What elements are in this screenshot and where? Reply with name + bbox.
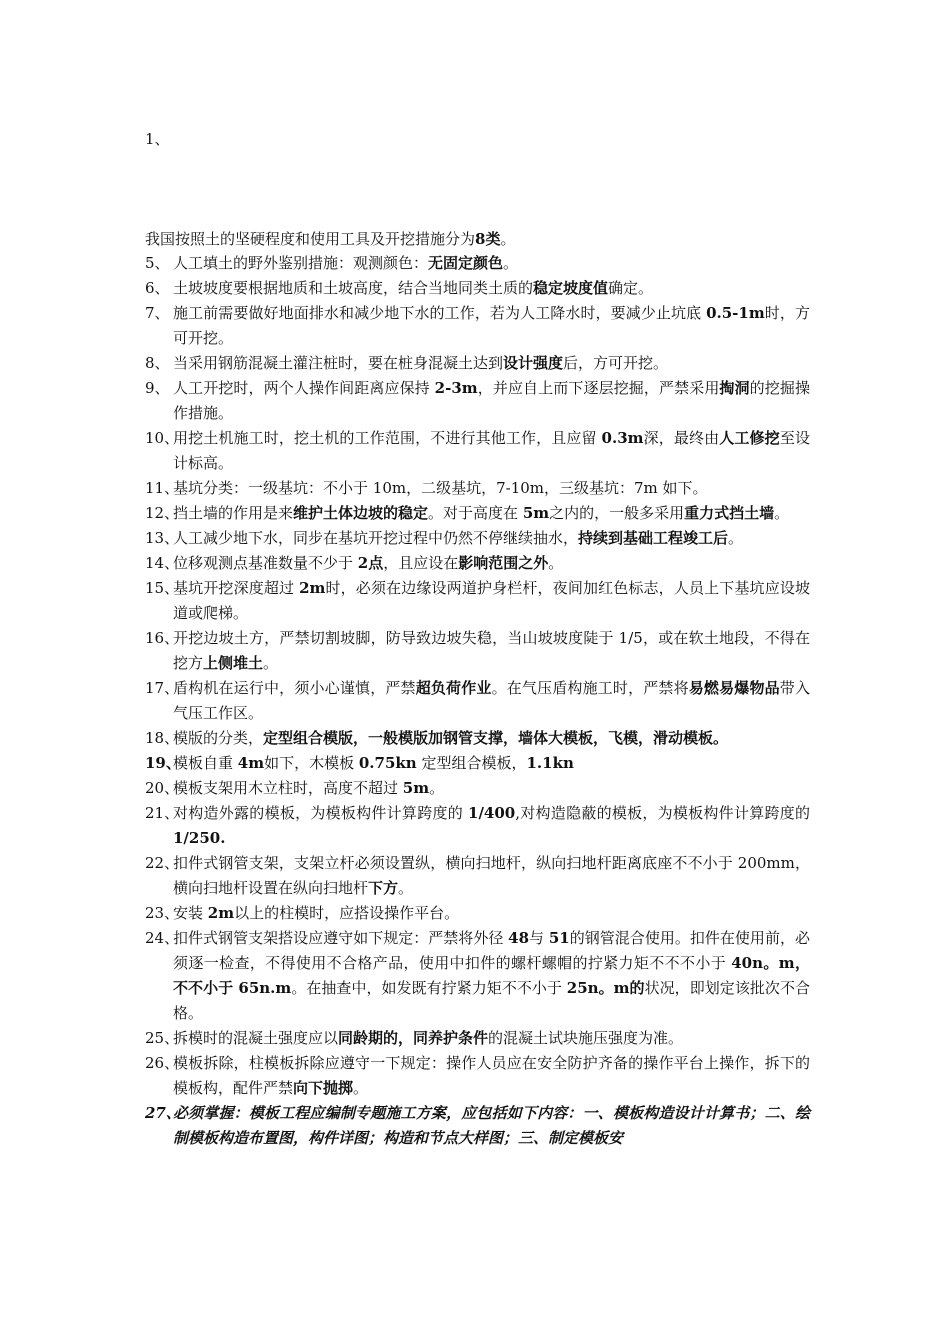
bold-text: 易燃易爆物品 [688,679,780,697]
bold-text: 持续到基础工程竣工后 [578,529,729,547]
bold-text: 上侧堆土 [203,654,264,672]
text-run: 状况，即划定该批次不合格。 [173,979,810,1022]
text-run: ，并应自上而下逐层挖掘，严禁采用 [477,379,720,397]
list-item-number: 6、 [145,279,170,297]
bold-text: 25n。m的 [566,979,645,997]
list-item [145,901,810,926]
list-item-number: 23、 [145,904,180,922]
text-run: 。 [548,554,564,572]
list-item [145,526,810,551]
text-run: 的挖掘操作措施。 [173,379,810,422]
text-run: 人工开挖时，两个人操作间距离应保持 [173,379,435,397]
bold-text: 影响范围之外 [458,554,549,572]
list-item-number: 13、 [145,529,180,547]
text-run: 深，最终由 [643,429,720,447]
bold-text: 稳定坡度值 [533,279,609,297]
bold-text: 2点 [357,554,384,572]
text-run: 与 [529,929,549,947]
text-run: 基坑开挖深度超过 [173,579,300,597]
text-run: 的混凝土试块施压强度为准。 [488,1029,684,1047]
list-item [145,476,810,501]
text-run: 。 [398,879,414,897]
text-run: 必须掌握：模板工程应编制专题施工方案，应包括如下内容：一、模板构造设计计算书；二、绘制模板构造布置图，构件详图；构造和节点大样图；三、制定模板安 [173,1104,810,1147]
text-run: 之内的，一般多采用 [549,504,685,522]
bold-text: 1/250. [173,829,226,847]
list-item [145,726,810,751]
bold-text: 设计强度 [503,354,564,372]
text-run: 确定。 [608,279,654,297]
list-item [145,376,810,426]
list-item-number: 19、 [145,754,181,772]
text-run: ，且应设在 [383,554,459,572]
text-run: 。 [353,1079,369,1097]
list-item-number: 14、 [145,554,180,572]
list-item [145,501,810,526]
text-run: 。 [263,654,279,672]
text-run: 如下，木模板 [264,754,359,772]
list-item [145,551,810,576]
list-item [145,301,810,351]
text-run: 人工填土的野外鉴别措施：观测颜色： [173,254,429,272]
text-run: 时，必须在边缘设两道护身栏杆，夜间加红色标志，人员上下基坑应设坡道或爬梯。 [173,579,810,622]
text-run: 时，方可开挖。 [173,304,810,347]
list-item-number: 20、 [145,779,180,797]
text-run: 。 [774,504,790,522]
text-run: 土坡坡度要根据地质和土坡高度，结合当地同类土质的 [173,279,534,297]
bold-text: 向下抛掷 [293,1079,354,1097]
list-item-number: 10、 [145,429,180,447]
list-item-number: 27、 [145,1104,181,1122]
list-item-number: 5、 [145,254,170,272]
bold-text: 48 [508,929,530,947]
list-item-number: 24、 [145,929,180,947]
list-item [145,1026,810,1051]
text-run: 位移观测点基准数量不少于 [173,554,358,572]
bold-text: 定型组合模版，一般模版加钢管支撑，墙体大模板，飞模，滑动模板。 [263,729,729,747]
first-list-number: 1、 [145,130,170,148]
list-item-number: 7、 [145,304,170,322]
list-item [145,426,810,476]
bold-text: 1/400 [468,804,516,822]
list-item-number: 21、 [145,804,180,822]
text-run: 拆模时的混凝土强度应以 [173,1029,339,1047]
text-run: 模板拆除，柱模板拆除应遵守一下规定：操作人员应在安全防护齐备的操作平台上操作，拆下的模板构，配件严禁 [173,1054,810,1097]
bold-text: 同龄期的，同养护条件 [338,1029,489,1047]
text-run: 的钢管混合使用。扣件在使用前，必须逐一检查，不得使用不合格产品，使用中扣件的螺杆螺帽的拧紧力矩不不不小于 [173,929,810,972]
list-item-number: 26、 [145,1054,180,1072]
list-item [145,626,810,676]
text-run: 安装 [173,904,208,922]
text-run: 。 [429,779,445,797]
text-run: 我国按照土的坚硬程度和使用工具及开挖措施分为 [145,230,476,248]
list-item-number: 11、 [145,479,180,497]
bold-text: 下方 [368,879,399,897]
bold-text: 5m [522,504,550,522]
text-run: 用挖土机施工时，挖土机的工作范围，不进行其他工作，且应留 [173,429,602,447]
bold-text: 40n。m，不不小于 65n.m [173,954,810,997]
bold-text: 51 [548,929,570,947]
text-run: 。对于高度在 [428,504,523,522]
list-item [145,801,810,851]
text-run: 。 [728,529,744,547]
text-run: 。在气压盾构施工时，严禁将 [491,679,689,697]
list-item [145,926,810,1026]
text-run: 以上的柱模时，应搭设操作平台。 [234,904,460,922]
text-run: 。 [500,230,516,248]
bold-text: 0.3m [601,429,644,447]
text-run: 对构造外露的模板，为模板构件计算跨度的 [173,804,469,822]
text-run: 模板支架用木立柱时，高度不超过 [173,779,403,797]
text-run: 挡土墙的作用是来 [173,504,294,522]
list-item [145,851,810,901]
bold-text: 超负荷作业 [415,679,492,697]
bold-text: 2m [299,579,326,597]
list-item-number: 16、 [145,629,180,647]
bold-text: 维护土体边坡的稳定 [293,504,429,522]
bold-text: 无固定颜色 [428,254,504,272]
text-run: 后，方可开挖。 [563,354,669,372]
list-item [145,576,810,626]
bold-text: 1.1kn [526,754,574,772]
list-item-number: 17、 [145,679,180,697]
list-item-number: 12、 [145,504,180,522]
numbered-list [145,251,810,1151]
text-run: 。在抽查中，如发既有拧紧力矩不不小于 [291,979,567,997]
list-item [145,276,810,301]
text-run: 施工前需要做好地面排水和减少地下水的工作，若为人工降水时，要减少止坑底 [173,304,707,322]
text-run: 定型组合模板， [416,754,527,772]
list-item [145,776,810,801]
text-run: 。 [503,254,519,272]
text-run: 带入气压工作区。 [173,679,810,722]
list-item-number: 25、 [145,1029,180,1047]
list-item [145,251,810,276]
list-item [145,1101,810,1151]
bold-text: 8类 [475,230,501,248]
text-run: 至设计标高。 [173,429,810,472]
bold-text: 0.75kn [358,754,417,772]
bold-text: 人工修挖 [719,429,780,447]
text-run: 人工减少地下水，同步在基坑开挖过程中仍然不停继续抽水， [173,529,579,547]
text-run: 扣件式钢管支架，支架立杆必须设置纵，横向扫地杆，纵向扫地杆距离底座不不小于 200mm，横向扫地杆设置在纵向扫地杆 [173,854,810,897]
list-item-number: 9、 [145,379,170,397]
list-item-number: 18、 [145,729,180,747]
bold-text: 2-3m [434,379,478,397]
bold-text: 掏洞 [719,379,750,397]
list-item-number: 22、 [145,854,180,872]
list-item [145,676,810,726]
text-run: 开挖边坡土方，严禁切割坡脚，防导致边坡失稳，当山坡坡度陡于 1/5，或在软土地段，不得在挖方 [173,629,810,672]
bold-text: 4m [237,754,265,772]
text-run: 模板自重 [173,754,238,772]
list-item [145,351,810,376]
bold-text: 2m [207,904,235,922]
text-run: 盾构机在运行中，须小心谨慎，严禁 [173,679,416,697]
text-run: 基坑分类：一级基坑：不小于 10m，二级基坑，7-10m，三级基坑：7m 如下。 [173,479,708,497]
text-run: 扣件式钢管支架搭设应遵守如下规定：严禁将外径 [173,929,509,947]
text-run: 模版的分类， [173,729,264,747]
list-item-number: 15、 [145,579,180,597]
bold-text: 0.5-1m [706,304,765,322]
list-item-number: 8、 [145,354,170,372]
list-item [145,751,810,776]
text-run: 当采用钢筋混凝土灌注桩时，要在桩身混凝土达到 [173,354,504,372]
list-item [145,1051,810,1101]
bold-text: 5m [402,779,430,797]
bold-text: 重力式挡土墙 [684,504,775,522]
text-run: ,对构造隐蔽的模板，为模板构件计算跨度的 [515,804,810,822]
intro-paragraph [145,226,815,252]
